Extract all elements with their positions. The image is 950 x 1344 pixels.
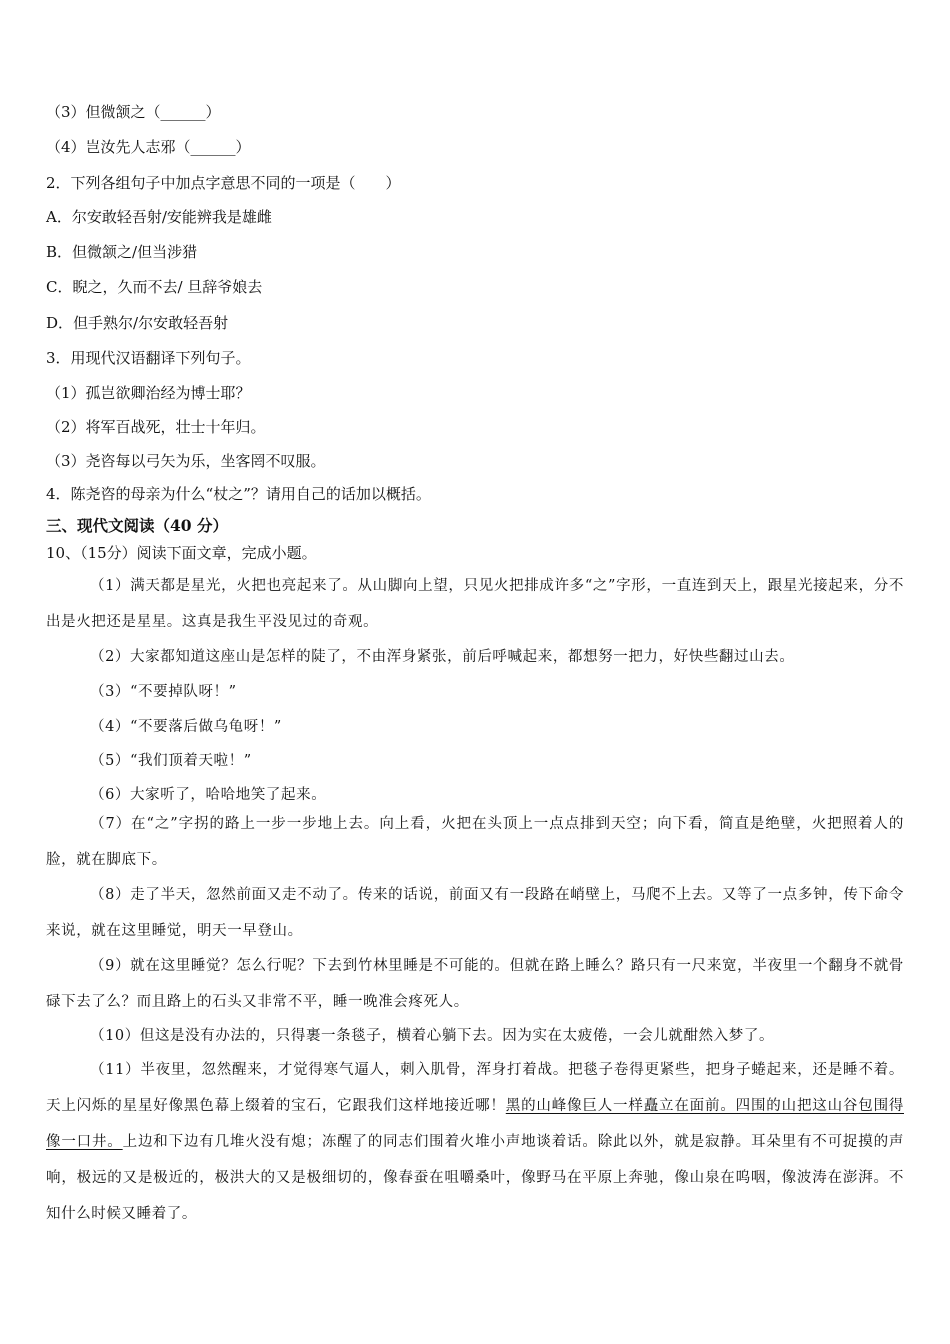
underlined-sentence: 黑的山峰像巨人一样矗立在面前。四围的山把这山谷包围得像一口井。 [46, 1098, 904, 1150]
passage-paragraph-4: （4）“不要落后做乌龟呀！” [90, 719, 282, 735]
q10-intro: 10、（15分）阅读下面文章，完成小题。 [46, 544, 317, 562]
passage-paragraph-10: （10）但这是没有办法的，只得裹一条毯子，横着心躺下去。因为实在太疲倦，一会儿就酣然入梦了。 [90, 1028, 775, 1044]
passage-paragraph-3: （3）“不要掉队呀！” [90, 684, 237, 700]
q2-stem: 2．下列各组句子中加点字意思不同的一项是（ ） [46, 174, 401, 192]
passage-paragraph-2: （2）大家都知道这座山是怎样的陡了，不由浑身紧张，前后呼喊起来，都想努一把力，好快些翻过山去。 [90, 649, 795, 665]
q3-stem: 3．用现代汉语翻译下列句子。 [46, 349, 251, 367]
q2-option-c: C．睨之，久而不去/ 旦辞爷娘去 [46, 278, 263, 296]
q1-item-3: （3）但微颔之（______） [46, 103, 221, 121]
q3-item-2: （2）将军百战死，壮士十年归。 [46, 418, 266, 436]
passage-paragraph-5: （5）“我们顶着天啦！” [90, 753, 252, 769]
q4-stem: 4．陈尧咨的母亲为什么“杖之”？请用自己的话加以概括。 [46, 485, 431, 503]
passage-paragraph-11 [46, 1052, 904, 1232]
section-title: 三、现代文阅读（40 分） [46, 516, 228, 535]
q2-option-d: D．但手熟尔/尔安敢轻吾射 [46, 314, 229, 332]
q1-item-4: （4）岂汝先人志邪（______） [46, 138, 251, 156]
q3-item-3: （3）尧咨每以弓矢为乐，坐客罔不叹服。 [46, 452, 326, 470]
q3-item-1: （1）孤岂欲卿治经为博士耶？ [46, 384, 251, 402]
passage-paragraph-6: （6）大家听了，哈哈地笑了起来。 [90, 787, 327, 803]
passage-paragraph-9: （9）就在这里睡觉？怎么行呢？下去到竹林里睡是不可能的。但就在路上睡么？路只有一尺来宽，半夜里一个翻身不就骨碌下去了么？而且路上的石头又非常不平，睡一晚准会疼死人。 [46, 958, 904, 1010]
passage-paragraph-7: （7）在“之”字拐的路上一步一步地上去。向上看，火把在头顶上一点点排到天空；向下看，简直是绝壁，火把照着人的脸，就在脚底下。 [46, 816, 904, 868]
passage-paragraph-8: （8）走了半天，忽然前面又走不动了。传来的话说，前面又有一段路在峭壁上，马爬不上去。又等了一点多钟，传下命令来说，就在这里睡觉，明天一早登山。 [46, 887, 904, 939]
paragraph-11-text-a: （11）半夜里，忽然醒来，才觉得寒气逼人，刺入肌骨，浑身打着战。把毯子卷得更紧些，把身子蜷起来，还是睡不着。天上闪烁的星星好像黑色幕上缀着的宝石，它跟我们这样地接近哪！ [46, 1062, 904, 1114]
q2-option-b: B．但微颔之/但当涉猎 [46, 243, 198, 261]
q2-option-a: A．尔安敢轻吾射/安能辨我是雄雌 [46, 208, 272, 226]
paragraph-11-text-b: 上边和下边有几堆火没有熄；冻醒了的同志们围着火堆小声地谈着话。除此以外，就是寂静。耳朵里有不可捉摸的声响，极远的又是极近的，极洪大的又是极细切的，像春蚕在咀嚼桑叶，像野马在平原上奔驰，像山泉在呜咽，像波涛在澎湃。不知什么时候又睡着了。 [46, 1134, 904, 1222]
passage-paragraph-1: （1）满天都是星光，火把也亮起来了。从山脚向上望，只见火把排成许多“之”字形，一直连到天上，跟星光接起来，分不出是火把还是星星。这真是我生平没见过的奇观。 [46, 578, 904, 630]
